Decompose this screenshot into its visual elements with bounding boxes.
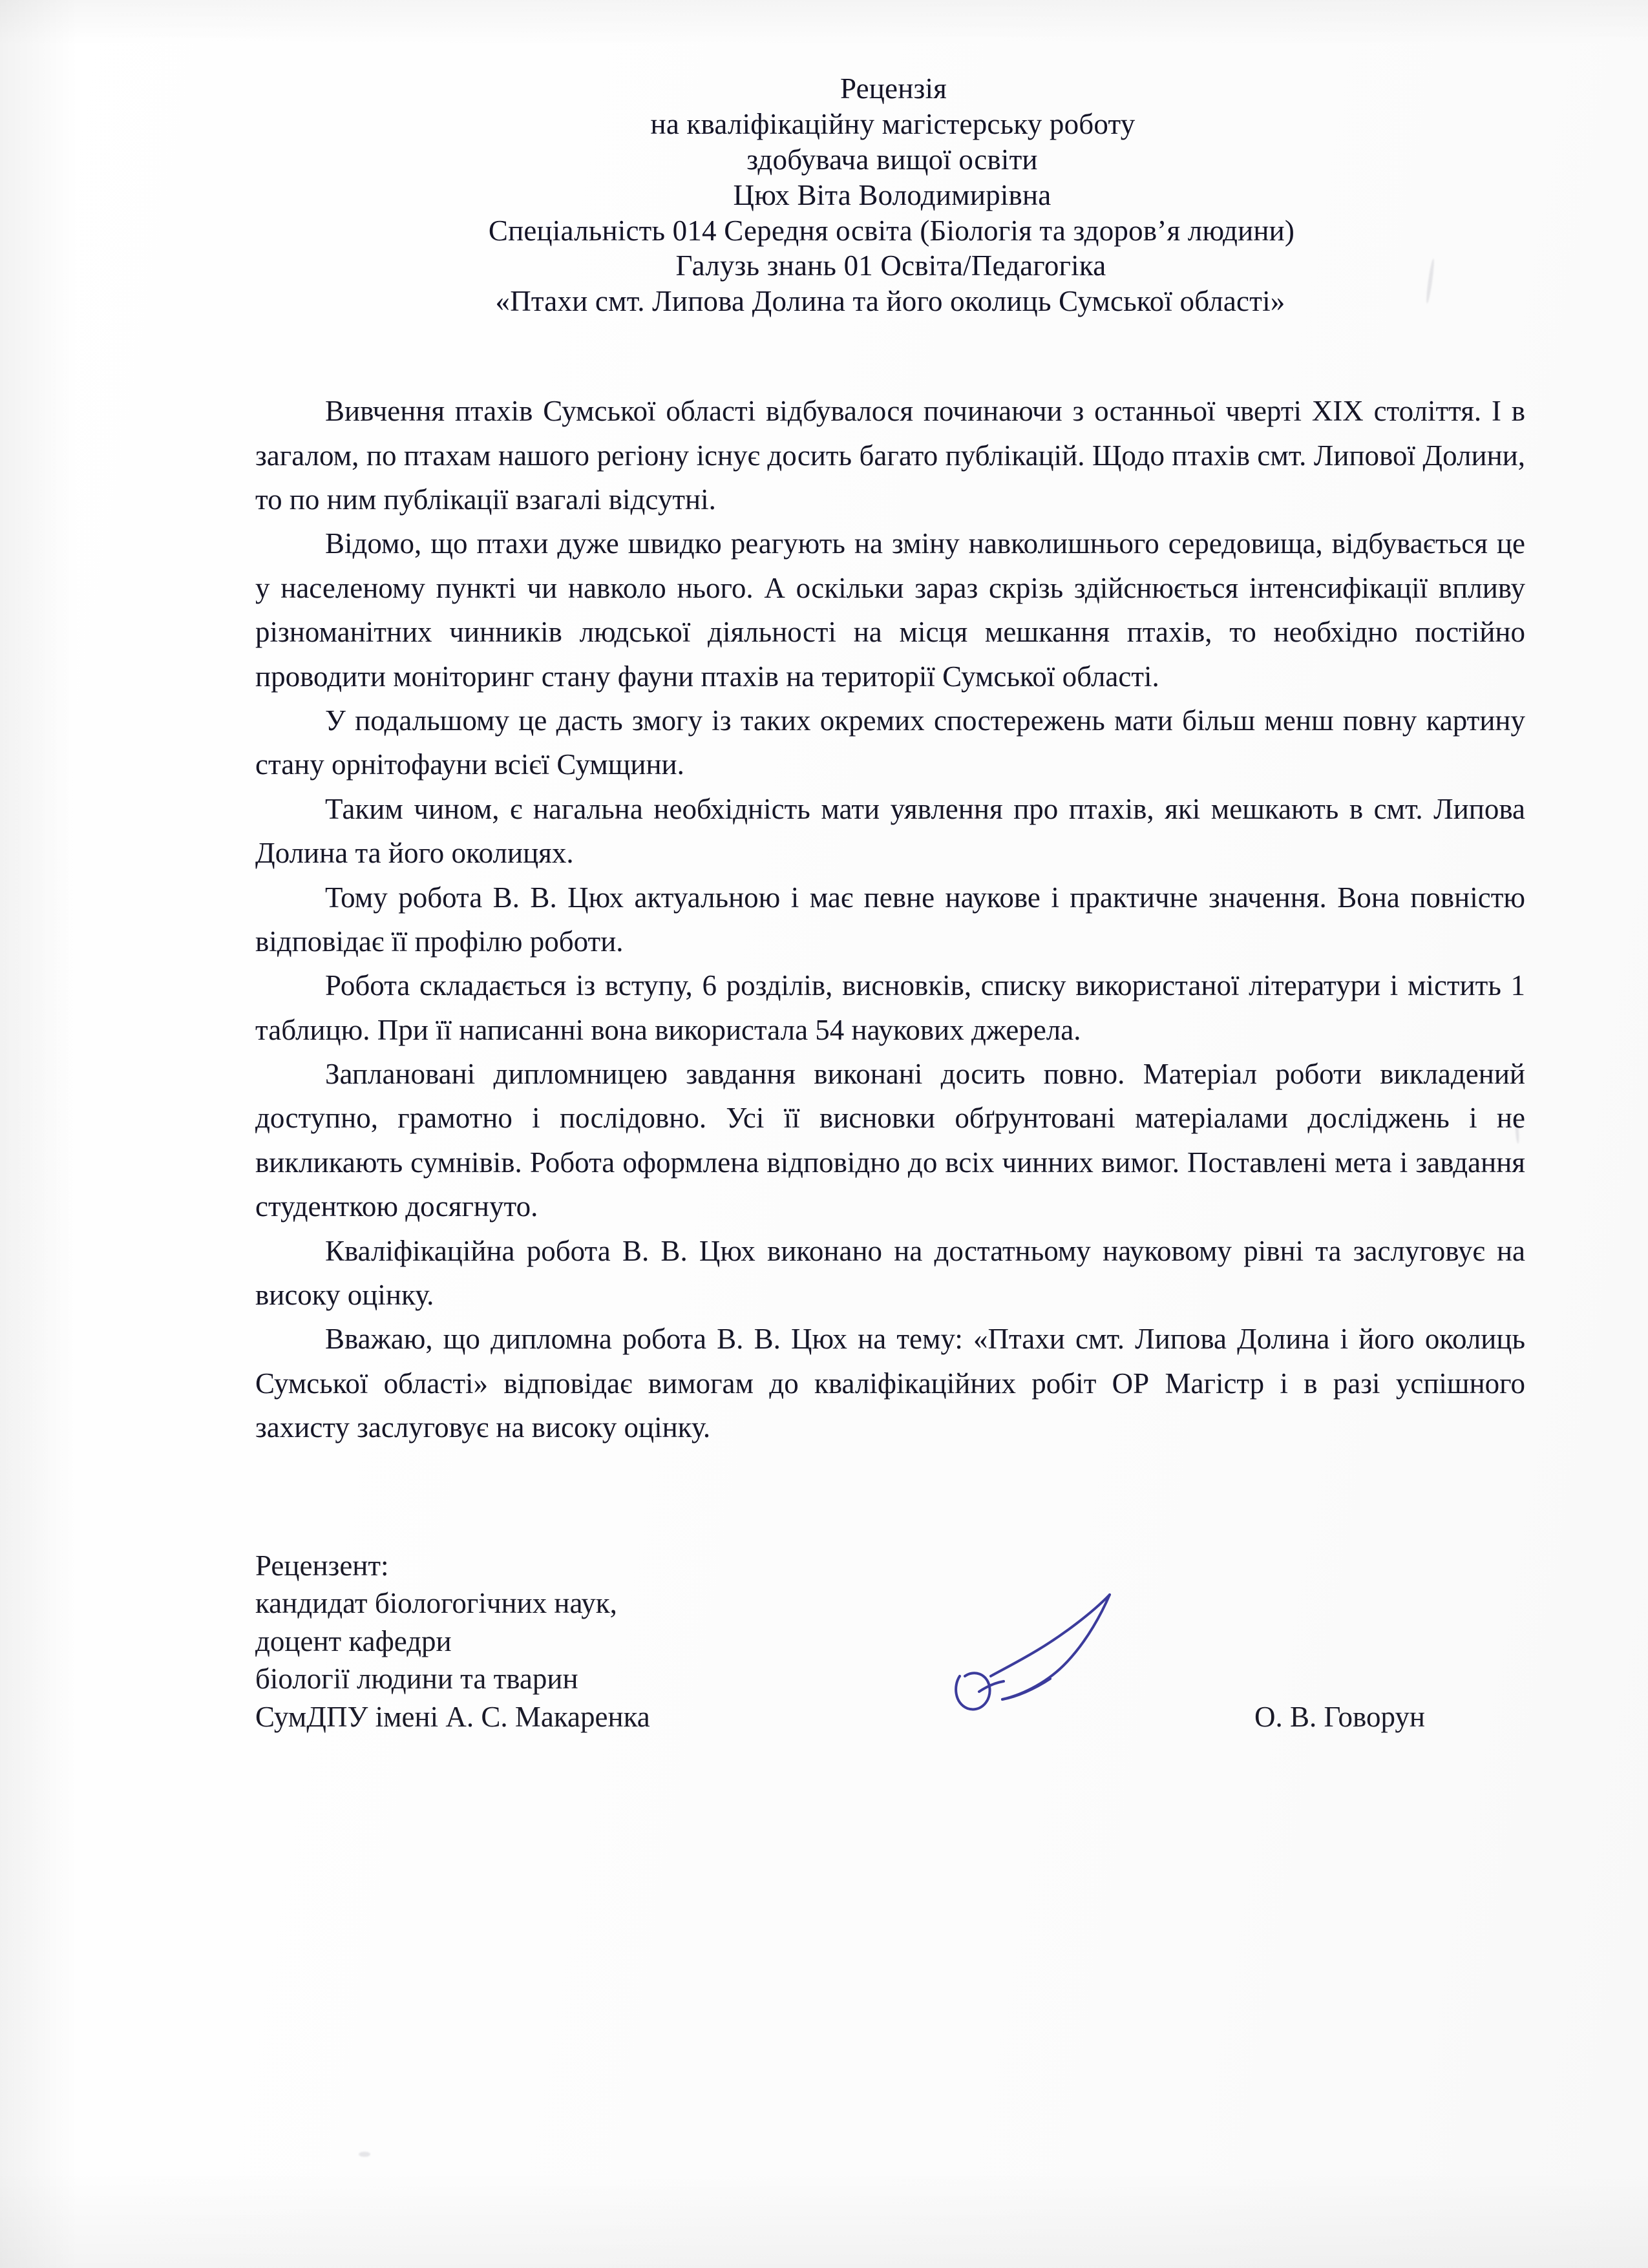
- document-subtitle-degree: здобувача вищої освіти: [746, 143, 1038, 176]
- body-paragraph: Вивчення птахів Сумської області відбувалося починаючи з останньої чверті XIX століття. І в загалом, по птахам нашого регіону існує досить багато публікацій. Щодо птахів смт. Липової Долини, то по ним публікації взагалі відсутні.: [255, 395, 1525, 516]
- student-name: Цюх Віта Володимирівна: [733, 178, 1051, 211]
- reviewer-position: доцент кафедри: [255, 1624, 452, 1657]
- signature-block: [255, 1547, 1525, 1736]
- reviewer-degree: кандидат біологогічних наук,: [255, 1587, 617, 1620]
- body-paragraph: Робота складається із вступу, 6 розділів, висновків, списку використаної літератури і містить 1 таблицю. При її написанні вона використала 54 наукових джерела.: [255, 969, 1525, 1046]
- body-paragraph: Вважаю, що дипломна робота В. В. Цюх на тему: «Птахи смт. Липова Долина і його околиць Сумської області» відповідає вимогам до кваліфікаційних робіт ОР Магістр і в разі успішного захисту заслуговує на високу оцінку.: [255, 1323, 1525, 1444]
- signer-name: О. В. Говорун: [1254, 1700, 1425, 1733]
- knowledge-field-line: Галузь знань 01 Освіта/Педагогіка: [675, 249, 1106, 282]
- body-paragraph: Кваліфікаційна робота В. В. Цюх виконано на достатньому науковому рівні та заслуговує на високу оцінку.: [255, 1234, 1525, 1312]
- body-paragraph: Тому робота В. В. Цюх актуальною і має певне наукове і практичне значення. Вона повністю відповідає її профілю роботи.: [255, 881, 1525, 958]
- thesis-topic: «Птахи смт. Липова Долина та його околиць Сумської області»: [495, 285, 1285, 318]
- document-body: [255, 389, 1525, 1449]
- reviewer-university: СумДПУ імені А. С. Макаренка: [255, 1700, 650, 1733]
- document-content: [255, 71, 1525, 1736]
- reviewer-department: біології людини та тварин: [255, 1663, 578, 1696]
- signature-row: [255, 1698, 1438, 1736]
- scan-edge-shadow-top: [0, 0, 1648, 45]
- specialty-line: Спеціальність 014 Середня освіта (Біологія та здоров’я людини): [488, 214, 1295, 247]
- document-header: [255, 71, 1525, 319]
- document-subtitle-work-type: на кваліфікаційну магістерську роботу: [650, 107, 1136, 140]
- document-title: Рецензія: [840, 72, 947, 105]
- scan-artifact-mark: [359, 2152, 370, 2157]
- scan-edge-shadow-bottom: [0, 2171, 1648, 2268]
- reviewer-label: Рецензент:: [255, 1549, 389, 1582]
- body-paragraph: Таким чином, є нагальна необхідність мати уявлення про птахів, які мешкають в смт. Липова Долина та його околицях.: [255, 792, 1525, 870]
- body-paragraph: Заплановані дипломницею завдання виконані досить повно. Матеріал роботи викладений доступно, грамотно і послідовно. Усі її висновки обґрунтовані матеріалами досліджень і не викликають сумнівів. Робота оформлена відповідно до всіх чинних вимог. Поставлені мета і завдання студенткою досягнуто.: [255, 1058, 1525, 1223]
- body-paragraph: Відомо, що птахи дуже швидко реагують на зміну навколишнього середовища, відбувається це у населеному пункті чи навколо нього. А оскільки зараз скрізь здійснюється інтенсифікації впливу різноманітних чинників людської діяльності на місця мешкання птахів, то необхідно постійно проводити моніторинг стану фауни птахів на території Сумської області.: [255, 527, 1525, 693]
- body-paragraph: У подальшому це дасть змогу із таких окремих спостережень мати більш менш повну картину стану орнітофауни всієї Сумщини.: [255, 704, 1525, 781]
- scan-edge-shadow-left: [0, 0, 78, 2268]
